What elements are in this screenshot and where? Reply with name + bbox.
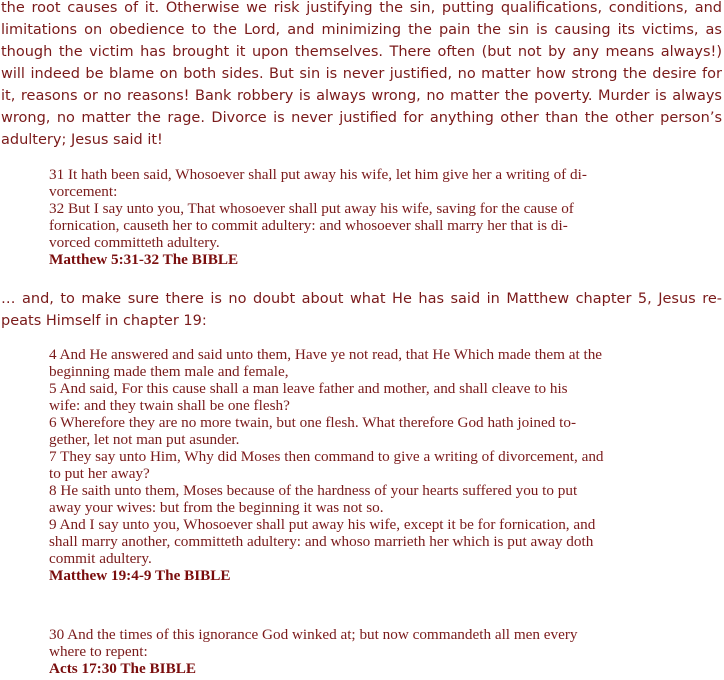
verse-line: wife: and they twain shall be one flesh? (49, 397, 290, 414)
verse-line: 7 They say unto Him, Why did Moses then command to give a writing of divorcement, and (49, 448, 604, 465)
verse-line: shall marry another, committeth adultery: and whoso marrieth her which is put away doth (49, 533, 594, 550)
commentary-paragraph-2: … and, to make sure there is no doubt about what He has said in Matthew chapter 5, Jesus re-peats Himself in chapter 19: (1, 291, 722, 329)
verse-line: to put her away? (49, 465, 150, 482)
verse-line: fornication, causeth her to commit adultery: and whosoever shall marry her that is di- (49, 217, 568, 234)
verse-line: 8 He saith unto them, Moses because of the hardness of your hearts suffered you to put (49, 482, 578, 499)
verse-line: 30 And the times of this ignorance God winked at; but now commandeth all men every (49, 626, 578, 643)
scripture-reference: Matthew 19:4-9 The BIBLE (49, 567, 231, 584)
verse-line: 9 And I say unto you, Whosoever shall put away his wife, except it be for fornication, and (49, 516, 596, 533)
verse-line: where to repent: (49, 643, 148, 660)
scripture-reference: Acts 17:30 The BIBLE (49, 660, 196, 677)
verse-line: vorced committeth adultery. (49, 234, 220, 251)
verse-line: 4 And He answered and said unto them, Have ye not read, that He Which made them at the (49, 346, 603, 363)
verse-line: 32 But I say unto you, That whosoever shall put away his wife, saving for the cause of (49, 200, 574, 217)
scripture-quote-matthew-19 (49, 346, 719, 584)
verse-line: vorcement: (49, 183, 118, 200)
verse-line: 5 And said, For this cause shall a man leave father and mother, and shall cleave to his (49, 380, 568, 397)
verse-line: commit adultery. (49, 550, 152, 567)
verse-line: 6 Wherefore they are no more twain, but one flesh. What therefore God hath joined to- (49, 414, 577, 431)
verse-line: away your wives: but from the beginning it was not so. (49, 499, 384, 516)
commentary-paragraph-1: the root causes of it. Otherwise we risk justifying the sin, putting qualifications, conditions, and limitations on obedience to the Lord, and minimizing the pain the sin is causing its victims, as though the victim has brought it upon themselves. There often (but not by any means always!) will indeed be blame on both sides. But sin is never justified, no matter how strong the desire for it, reasons or no reasons! Bank robbery is always wrong, no matter the poverty. Murder is always wrong, no matter the rage. Divorce is never justified for anything other than the other person’s adultery; Jesus said it! (1, 0, 722, 148)
verse-line: gether, let not man put asunder. (49, 431, 240, 448)
verse-line: 31 It hath been said, Whosoever shall put away his wife, let him give her a writing of di- (49, 166, 587, 183)
scripture-reference: Matthew 5:31-32 The BIBLE (49, 251, 239, 268)
scripture-quote-matthew-5 (49, 166, 719, 268)
scripture-quote-acts-17 (49, 626, 719, 677)
verse-line: beginning made them male and female, (49, 363, 289, 380)
